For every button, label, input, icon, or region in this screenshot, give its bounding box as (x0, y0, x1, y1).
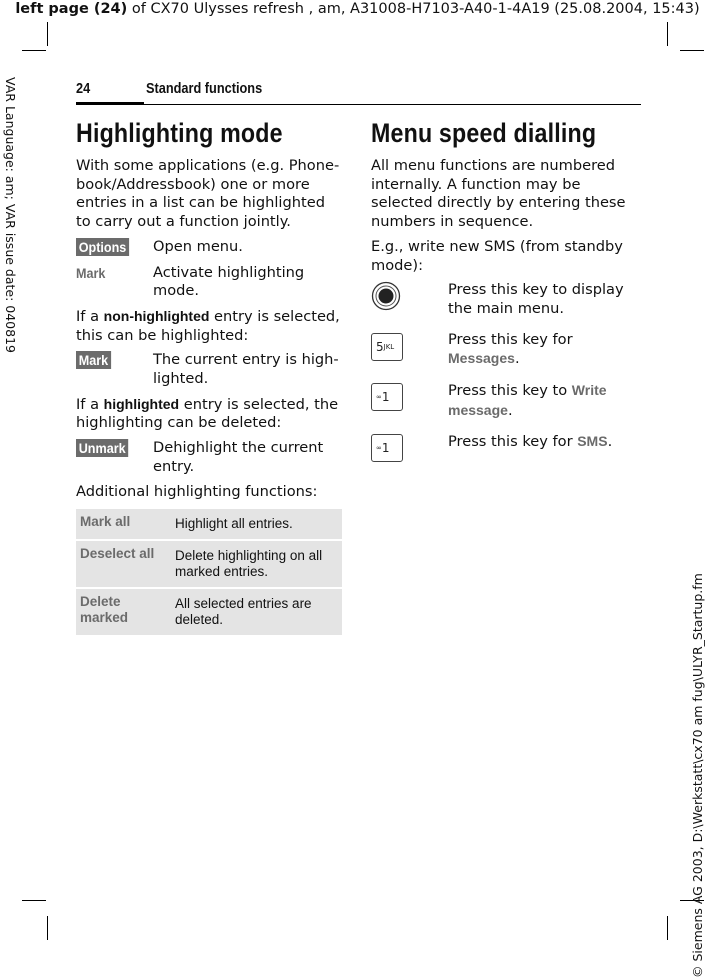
crop-mark (22, 50, 46, 51)
print-info-line (0, 0, 715, 18)
step-text: Press this key for Messages. (448, 330, 573, 368)
navigation-key-icon (371, 281, 403, 313)
step-text: Press this key to display the main menu. (448, 281, 624, 317)
table-row (76, 540, 342, 588)
function-name: Delete marked (76, 588, 170, 636)
print-info-details: of CX70 Ulysses refresh , am, A31008-H7103-A40-1-4A19 (25.08.2004, 15:43) (127, 1, 700, 17)
intro-paragraph: All menu functions are numbered internally. A function may be selected directly by entering these numbers in sequence. (371, 157, 626, 231)
definition-row (76, 238, 344, 258)
step-row (371, 432, 633, 462)
definition-text: Dehighlight the current entry. (153, 439, 324, 475)
menu-term: Messages (448, 350, 515, 367)
left-column (76, 116, 344, 507)
definition-text: Activate highlighting mode. (153, 263, 305, 300)
function-name: Mark all (76, 509, 170, 540)
paragraph-non-highlighted: If a non-highlighted entry is selected, this can be highlighted: (76, 307, 340, 344)
side-text-right: © Siemens AG 2003, D:\Werkstatt\cx70 am fug\ULYR_Startup.fm (690, 573, 705, 978)
section-title: Standard functions (146, 80, 263, 97)
step-row (371, 331, 633, 369)
function-description: Highlight all entries. (170, 509, 342, 540)
table-row (76, 509, 342, 540)
page-number: 24 (76, 80, 91, 97)
key-5-icon: $5^{JKL}$ (371, 333, 403, 361)
menu-term: SMS (577, 433, 608, 450)
definition-text: Open menu. (153, 237, 243, 255)
print-info-page: left page (24) (15, 1, 128, 17)
function-description: Delete highlighting on all marked entries. (170, 540, 342, 588)
function-description: All selected entries are deleted. (170, 588, 342, 636)
intro-paragraph: With some applications (e.g. Phone-book/Addressbook) one or more entries in a list can be highlighted to carry out a function jointly. (76, 157, 340, 231)
highlighting-functions-table (76, 509, 342, 637)
table-row (76, 588, 342, 636)
softkey-mark: Mark (76, 351, 111, 369)
heading-menu-speed-dialling: Menu speed dialling (371, 118, 597, 148)
crop-mark (47, 22, 48, 46)
softkey-options: Options (76, 238, 129, 256)
paragraph-highlighted: If a highlighted entry is selected, the highlighting can be deleted: (76, 395, 339, 432)
crop-mark (47, 916, 48, 940)
key-1-icon: ∞1 (371, 383, 403, 411)
additional-functions-label: Additional highlighting functions: (76, 482, 318, 500)
header-rule-thick (76, 102, 144, 105)
function-mark: Mark (76, 264, 106, 281)
definition-text: The current entry is high-lighted. (153, 351, 339, 388)
definition-row (76, 264, 344, 301)
softkey-unmark: Unmark (76, 439, 128, 457)
step-row (371, 281, 633, 318)
step-text: Press this key for SMS. (448, 433, 613, 451)
example-paragraph: E.g., write new SMS (from standby mode): (371, 237, 623, 274)
header-rule (144, 104, 641, 105)
bold-term: highlighted (103, 395, 180, 412)
menu-term: Write message (448, 382, 607, 418)
definition-row (76, 351, 344, 388)
crop-mark (680, 50, 704, 51)
bold-term: non-highlighted (103, 307, 210, 324)
function-name: Deselect all (76, 540, 170, 588)
side-text-left: VAR Language: am; VAR issue date: 040819 (3, 77, 18, 353)
step-text: Press this key to Write message. (448, 382, 607, 419)
step-row (371, 381, 633, 420)
key-1-icon: ∞1 (371, 434, 403, 462)
crop-mark (22, 900, 46, 901)
right-column (371, 116, 633, 474)
heading-highlighting-mode: Highlighting mode (76, 118, 283, 148)
definition-row (76, 439, 344, 476)
crop-mark (667, 22, 668, 46)
crop-mark (667, 916, 668, 940)
